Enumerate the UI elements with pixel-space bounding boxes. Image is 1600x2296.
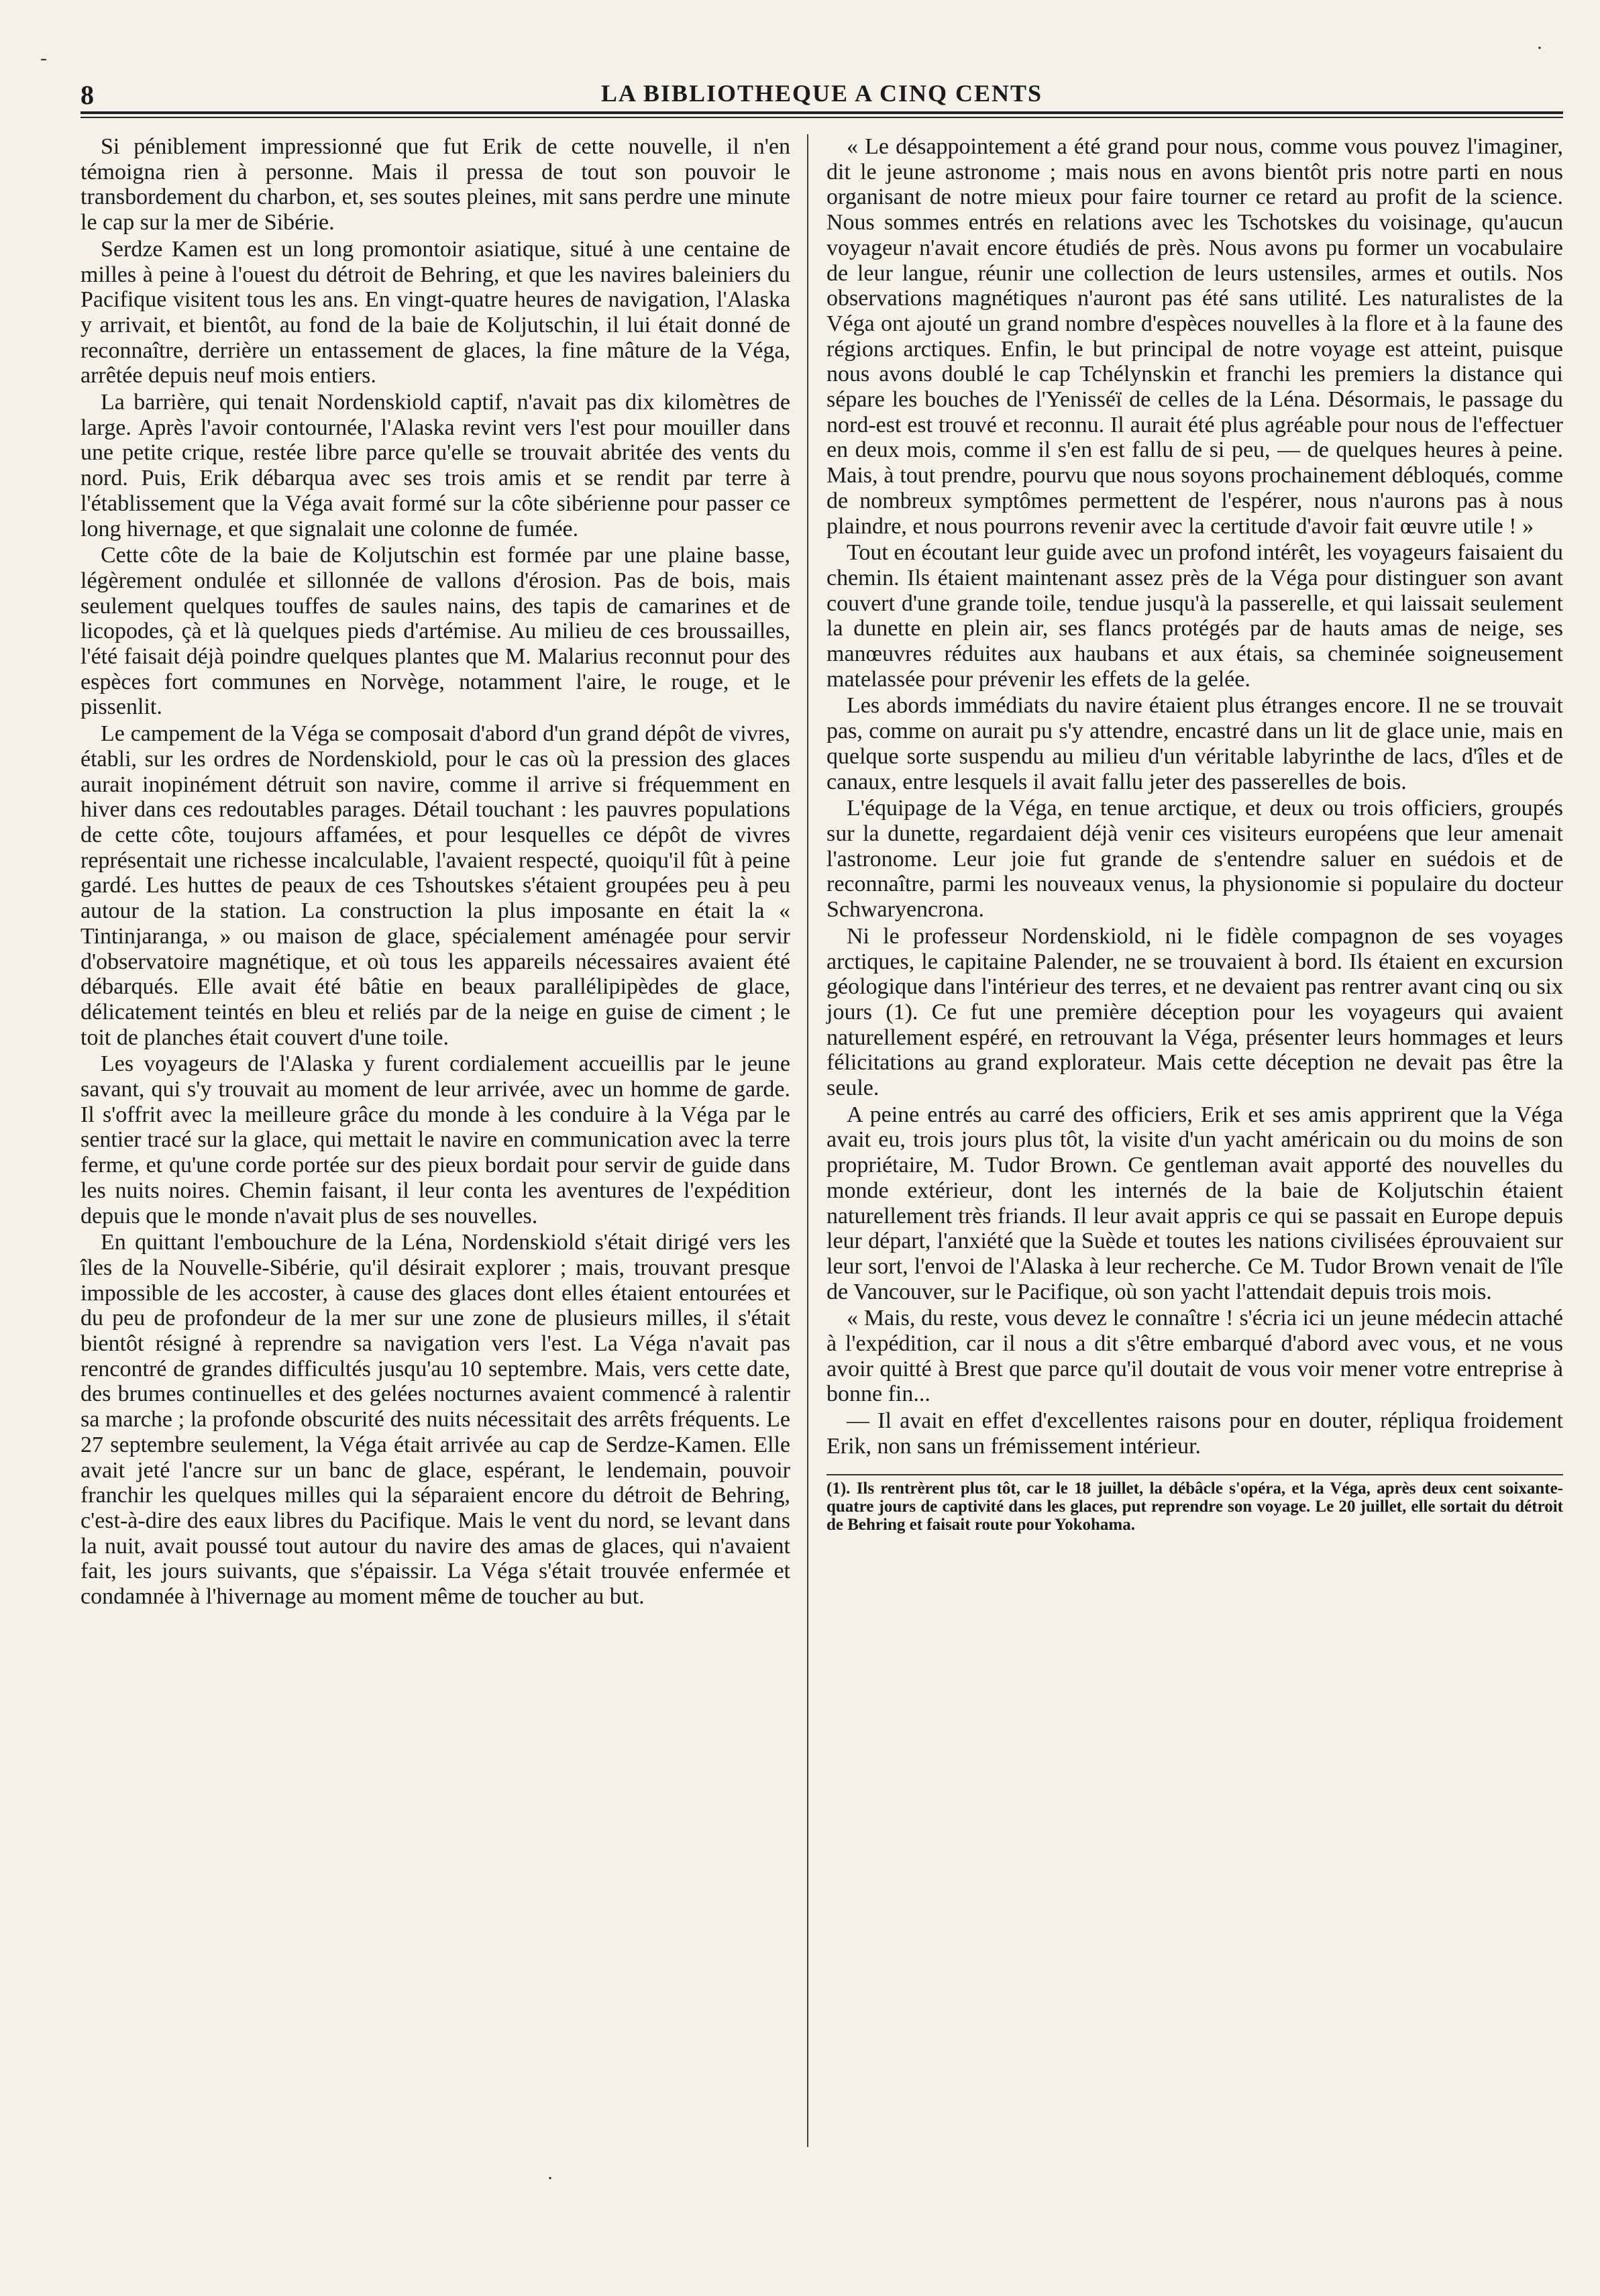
scan-speck: -	[40, 47, 47, 69]
paragraph: Le campement de la Véga se composait d'abord d'un grand dépôt de vivres, établi, sur les ordres de Nordenskiold, pour le cas où la pression des glaces aurait inopinément détruit son navire, comme il arrive si fréquemment en hiver dans ces redoutables parages. Détail touchant : les pauvres populations de cette côte, toujours affamées, et pour lesquelles ce dépôt de vivres représentait une richesse incalculable, l'avaient respecté, quoiqu'il fût à peine gardé. Les huttes de peaux de ces Tshoutskes s'étaient groupées peu à peu autour de la station. La construction la plus imposante en était la « Tintinjaranga, » ou maison de glace, spécialement aménagée pour servir d'observatoire magnétique, et où tous les appareils nécessaires avaient été débarqués. Elle avait été bâtie en beaux parallélipipèdes de glace, délicatement teintés en bleu et reliés par de la neige en guise de ciment ; le toit de planches était couvert d'une toile.	[81, 721, 790, 1050]
paragraph: Les voyageurs de l'Alaska y furent cordialement accueillis par le jeune savant, qui s'y trouvait au moment de leur arrivée, avec un homme de garde. Il s'offrit avec la meilleure grâce du monde à les conduire à la Véga par le sentier tracé sur la glace, qui mettait le navire en communication avec la terre ferme, et qu'une corde portée sur des pieux bordait pour servir de guide dans les nuits noires. Chemin faisant, il leur conta les aventures de l'expédition depuis que le monde n'avait plus de ses nouvelles.	[81, 1051, 790, 1229]
footnote: (1). Ils rentrèrent plus tôt, car le 18 juillet, la débâcle s'opéra, et la Véga, après deux cent soixante-quatre jours de captivité dans les glaces, put reprendre son voyage. Le 20 juillet, elle sortait du détroit de Behring et faisait route pour Yokohama.	[826, 1479, 1563, 1534]
header-rule	[81, 111, 1563, 114]
paragraph: — Il avait en effet d'excellentes raisons pour en douter, répliqua froidement Erik, non sans un frémissement intérieur.	[826, 1408, 1563, 1459]
paragraph: L'équipage de la Véga, en tenue arctique, et deux ou trois officiers, groupés sur la dunette, regardaient déjà venir ces visiteurs européens que leur amenait l'astronome. Leur joie fut grande de s'entendre saluer en suédois et de reconnaître, parmi les nouveaux venus, la physionomie si populaire du docteur Schwaryencrona.	[826, 796, 1563, 923]
paragraph: A peine entrés au carré des officiers, Erik et ses amis apprirent que la Véga avait eu, trois jours plus tôt, la visite d'un yacht américain ou du moins de son propriétaire, M. Tudor Brown. Ce gentleman avait apporté des nouvelles du monde extérieur, dont les internés de la baie de Koljutschin étaient naturellement très friands. Il leur avait appris ce qui se passait en Europe depuis leur départ, l'anxiété que la Suède et toutes les nations civilisées éprouvaient sur leur sort, l'envoi de l'Alaska à leur recherche. Ce M. Tudor Brown venait de l'île de Vancouver, sur le Pacifique, où son yacht l'attendait depuis trois mois.	[826, 1102, 1563, 1304]
paragraph: Si péniblement impressionné que fut Erik de cette nouvelle, il n'en témoigna rien à personne. Mais il pressa de tout son pouvoir le transbordement du charbon, et, ses soutes pleines, mit sans perdre une minute le cap sur la mer de Sibérie.	[81, 134, 790, 236]
paragraph: « Le désappointement a été grand pour nous, comme vous pouvez l'imaginer, dit le jeune astronome ; mais nous en avons bientôt pris notre parti en nous organisant de notre mieux pour faire tourner ce retard au profit de la science. Nous sommes entrés en relations avec les Tschotskes du voisinage, qu'aucun voyageur n'avait encore étudiés de près. Nous avons pu former un vocabulaire de leur langue, réunir une collection de leurs ustensiles, armes et outils. Nos observations magnétiques n'auront pas été sans utilité. Les naturalistes de la Véga ont ajouté un grand nombre d'espèces nouvelles à la flore et à la faune des régions arctiques. Enfin, le but principal de notre voyage est atteint, puisque nous avons doublé le cap Tchélynskin et franchi les premiers la distance qui sépare les bouches de l'Yenisséï de celles de la Léna. Désormais, le passage du nord-est est trouvé et reconnu. Il aurait été plus agréable pour nous de l'effectuer en deux mois, comme il s'en est fallu de si peu, — de quelques heures à peine. Mais, à tout prendre, pourvu que nous soyons prochainement débloqués, comme de nombreux symptômes permettent de l'espérer, nous n'aurons pas à nous plaindre, et nous pourrons revenir avec la certitude d'avoir fait œuvre utile ! »	[826, 134, 1563, 539]
footnote-rule	[826, 1474, 1563, 1475]
paragraph: La barrière, qui tenait Nordenskiold captif, n'avait pas dix kilomètres de large. Après l'avoir contournée, l'Alaska revint vers l'est pour mouiller dans une petite crique, restée libre parce qu'elle se trouvait abritée des vents du nord. Puis, Erik débarqua avec ses trois amis et se rendit par terre à l'établissement que la Véga avait formé sur la côte sibérienne pour passer ce long hivernage, et que signalait une colonne de fumée.	[81, 390, 790, 541]
page-number: 8	[81, 80, 95, 110]
right-column	[826, 134, 1563, 1534]
running-title: LA BIBLIOTHEQUE A CINQ CENTS	[600, 80, 1043, 107]
left-column	[81, 134, 790, 1610]
scan-speck: ·	[547, 2167, 553, 2189]
paragraph: Ni le professeur Nordenskiold, ni le fidèle compagnon de ses voyages arctiques, le capitaine Palender, ne se trouvaient à bord. Ils étaient en excursion géologique dans l'intérieur des terres, et ne devaient pas rentrer avant cinq ou six jours (1). Ce fut une première déception pour les voyageurs qui avaient naturellement espéré, en retrouvant la Véga, présenter leurs hommages et leurs félicitations au grand explorateur. Mais cette déception ne devait pas être la seule.	[826, 923, 1563, 1101]
paragraph: Les abords immédiats du navire étaient plus étranges encore. Il ne se trouvait pas, comme on aurait pu s'y attendre, encastré dans un lit de glace unie, mais en quelque sorte suspendu au milieu d'un véritable labyrinthe de lacs, d'îles et de canaux, entre lesquels il avait fallu jeter des passerelles de bois.	[826, 693, 1563, 794]
scan-speck: ·	[1536, 37, 1543, 59]
paragraph: En quittant l'embouchure de la Léna, Nordenskiold s'était dirigé vers les îles de la Nouvelle-Sibérie, qu'il désirait explorer ; mais, trouvant presque impossible de les accoster, à cause des glaces dont elles étaient entourées et du peu de profondeur de la mer sur une zone de plusieurs milles, il s'était bientôt résigné à reprendre sa navigation vers l'est. La Véga n'avait pas rencontré de grandes difficultés jusqu'au 10 septembre. Mais, vers cette date, des brumes continuelles et des gelées nocturnes avaient commencé à ralentir sa marche ; la profonde obscurité des nuits nécessitait des arrêts fréquents. Le 27 septembre seulement, la Véga était arrivée au cap de Serdze-Kamen. Elle avait jeté l'ancre sur un banc de glace, espérant, le lendemain, pouvoir franchir les quelques milles qui la séparaient encore du détroit de Behring, c'est-à-dire des eaux libres du Pacifique. Mais le vent du nord, se levant dans la nuit, avait poussé tout autour du navire des amas de glaces, qui n'avaient fait, les jours suivants, que s'épaissir. La Véga s'était trouvée enfermée et condamnée à l'hivernage au moment même de toucher au but.	[81, 1230, 790, 1610]
paragraph: Cette côte de la baie de Koljutschin est formée par une plaine basse, légèrement ondulée et sillonnée de vallons d'érosion. Pas de bois, mais seulement quelques touffes de saules nains, des tapis de camarines et de licopodes, çà et là quelques pieds d'artémise. Au milieu de ces broussailles, l'été faisait déjà poindre quelques plantes que M. Malarius reconnut pour des espèces fort communes en Norvège, notamment l'aire, le rouge, et le pissenlit.	[81, 543, 790, 720]
paragraph: « Mais, du reste, vous devez le connaître ! s'écria ici un jeune médecin attaché à l'expédition, car il nous a dit s'être embarqué d'abord avec vous, et ne vous avoir quitté à Brest que parce qu'il doutait de vous voir mener votre entreprise à bonne fin...	[826, 1306, 1563, 1407]
header-rule-thin	[81, 117, 1563, 118]
paragraph: Tout en écoutant leur guide avec un profond intérêt, les voyageurs faisaient du chemin. Ils étaient maintenant assez près de la Véga pour distinguer son avant couvert d'une grande toile, tendue jusqu'à la passerelle, et qui laissait seulement la dunette en plein air, ses flancs protégés par de hauts amas de neige, ses manœuvres réduites aux haubans et aux étais, sa cheminée soigneusement matelassée pour prévenir les effets de la gelée.	[826, 540, 1563, 692]
column-divider	[807, 134, 808, 2147]
paragraph: Serdze Kamen est un long promontoir asiatique, situé à une centaine de milles à peine à l'ouest du détroit de Behring, et que les navires baleiniers du Pacifique visitent tous les ans. En vingt-quatre heures de navigation, l'Alaska y arrivait, et bientôt, au fond de la baie de Koljutschin, il lui était donné de reconnaître, derrière un entassement de glaces, la fine mâture de la Véga, arrêtée depuis neuf mois entiers.	[81, 236, 790, 388]
